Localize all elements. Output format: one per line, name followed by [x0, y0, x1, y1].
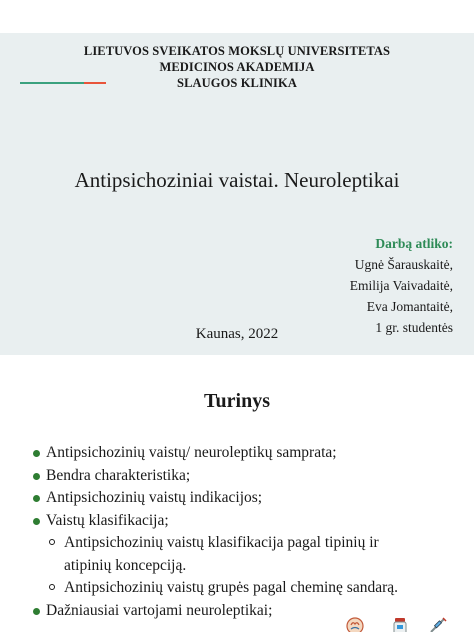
city-year: Kaunas, 2022 — [195, 326, 279, 342]
contents-list — [0, 442, 474, 622]
cover-slide — [0, 33, 474, 355]
list-item: Bendra charakteristika; — [0, 465, 474, 488]
author-1: Ugnė Šarauskaitė, — [354, 257, 453, 272]
presentation-title: Antipsichoziniai vaistai. Neuroleptikai — [74, 168, 400, 192]
institution-line-1: LIETUVOS SVEIKATOS MOKSLŲ UNIVERSITETAS — [83, 44, 391, 58]
author-group: 1 gr. studentės — [375, 320, 453, 335]
authors-block — [350, 233, 453, 338]
institution-line-2: MEDICINOS AKADEMIJA — [159, 60, 315, 74]
list-item: Dažniausiai vartojami neuroleptikai; — [0, 600, 474, 623]
authors-heading: Darbą atliko: — [375, 236, 453, 251]
author-2: Emilija Vaivadaitė, — [349, 278, 453, 293]
list-item: Antipsichozinių vaistų/ neuroleptikų samprata; — [0, 442, 474, 465]
accent-line-green — [20, 82, 84, 84]
accent-line-orange — [84, 82, 106, 84]
syringe-icon — [428, 615, 448, 632]
accent-line — [20, 82, 106, 84]
brain-icon — [345, 615, 365, 632]
contents-title: Turinys — [204, 390, 270, 412]
sub-list-item: Antipsichozinių vaistų grupės pagal cheminę sandarą. — [0, 577, 404, 600]
list-item: Antipsichozinių vaistų indikacijos; — [0, 487, 474, 510]
institution-line-3: SLAUGOS KLINIKA — [177, 76, 297, 90]
pill-bottle-icon — [390, 615, 410, 632]
list-item: Vaistų klasifikacija; — [0, 510, 474, 533]
sub-list-item: Antipsichozinių vaistų klasifikacija pagal tipinių ir atipinių koncepciją. — [0, 532, 404, 577]
contents-slide — [0, 363, 474, 632]
author-3: Eva Jomantaitė, — [366, 299, 453, 314]
